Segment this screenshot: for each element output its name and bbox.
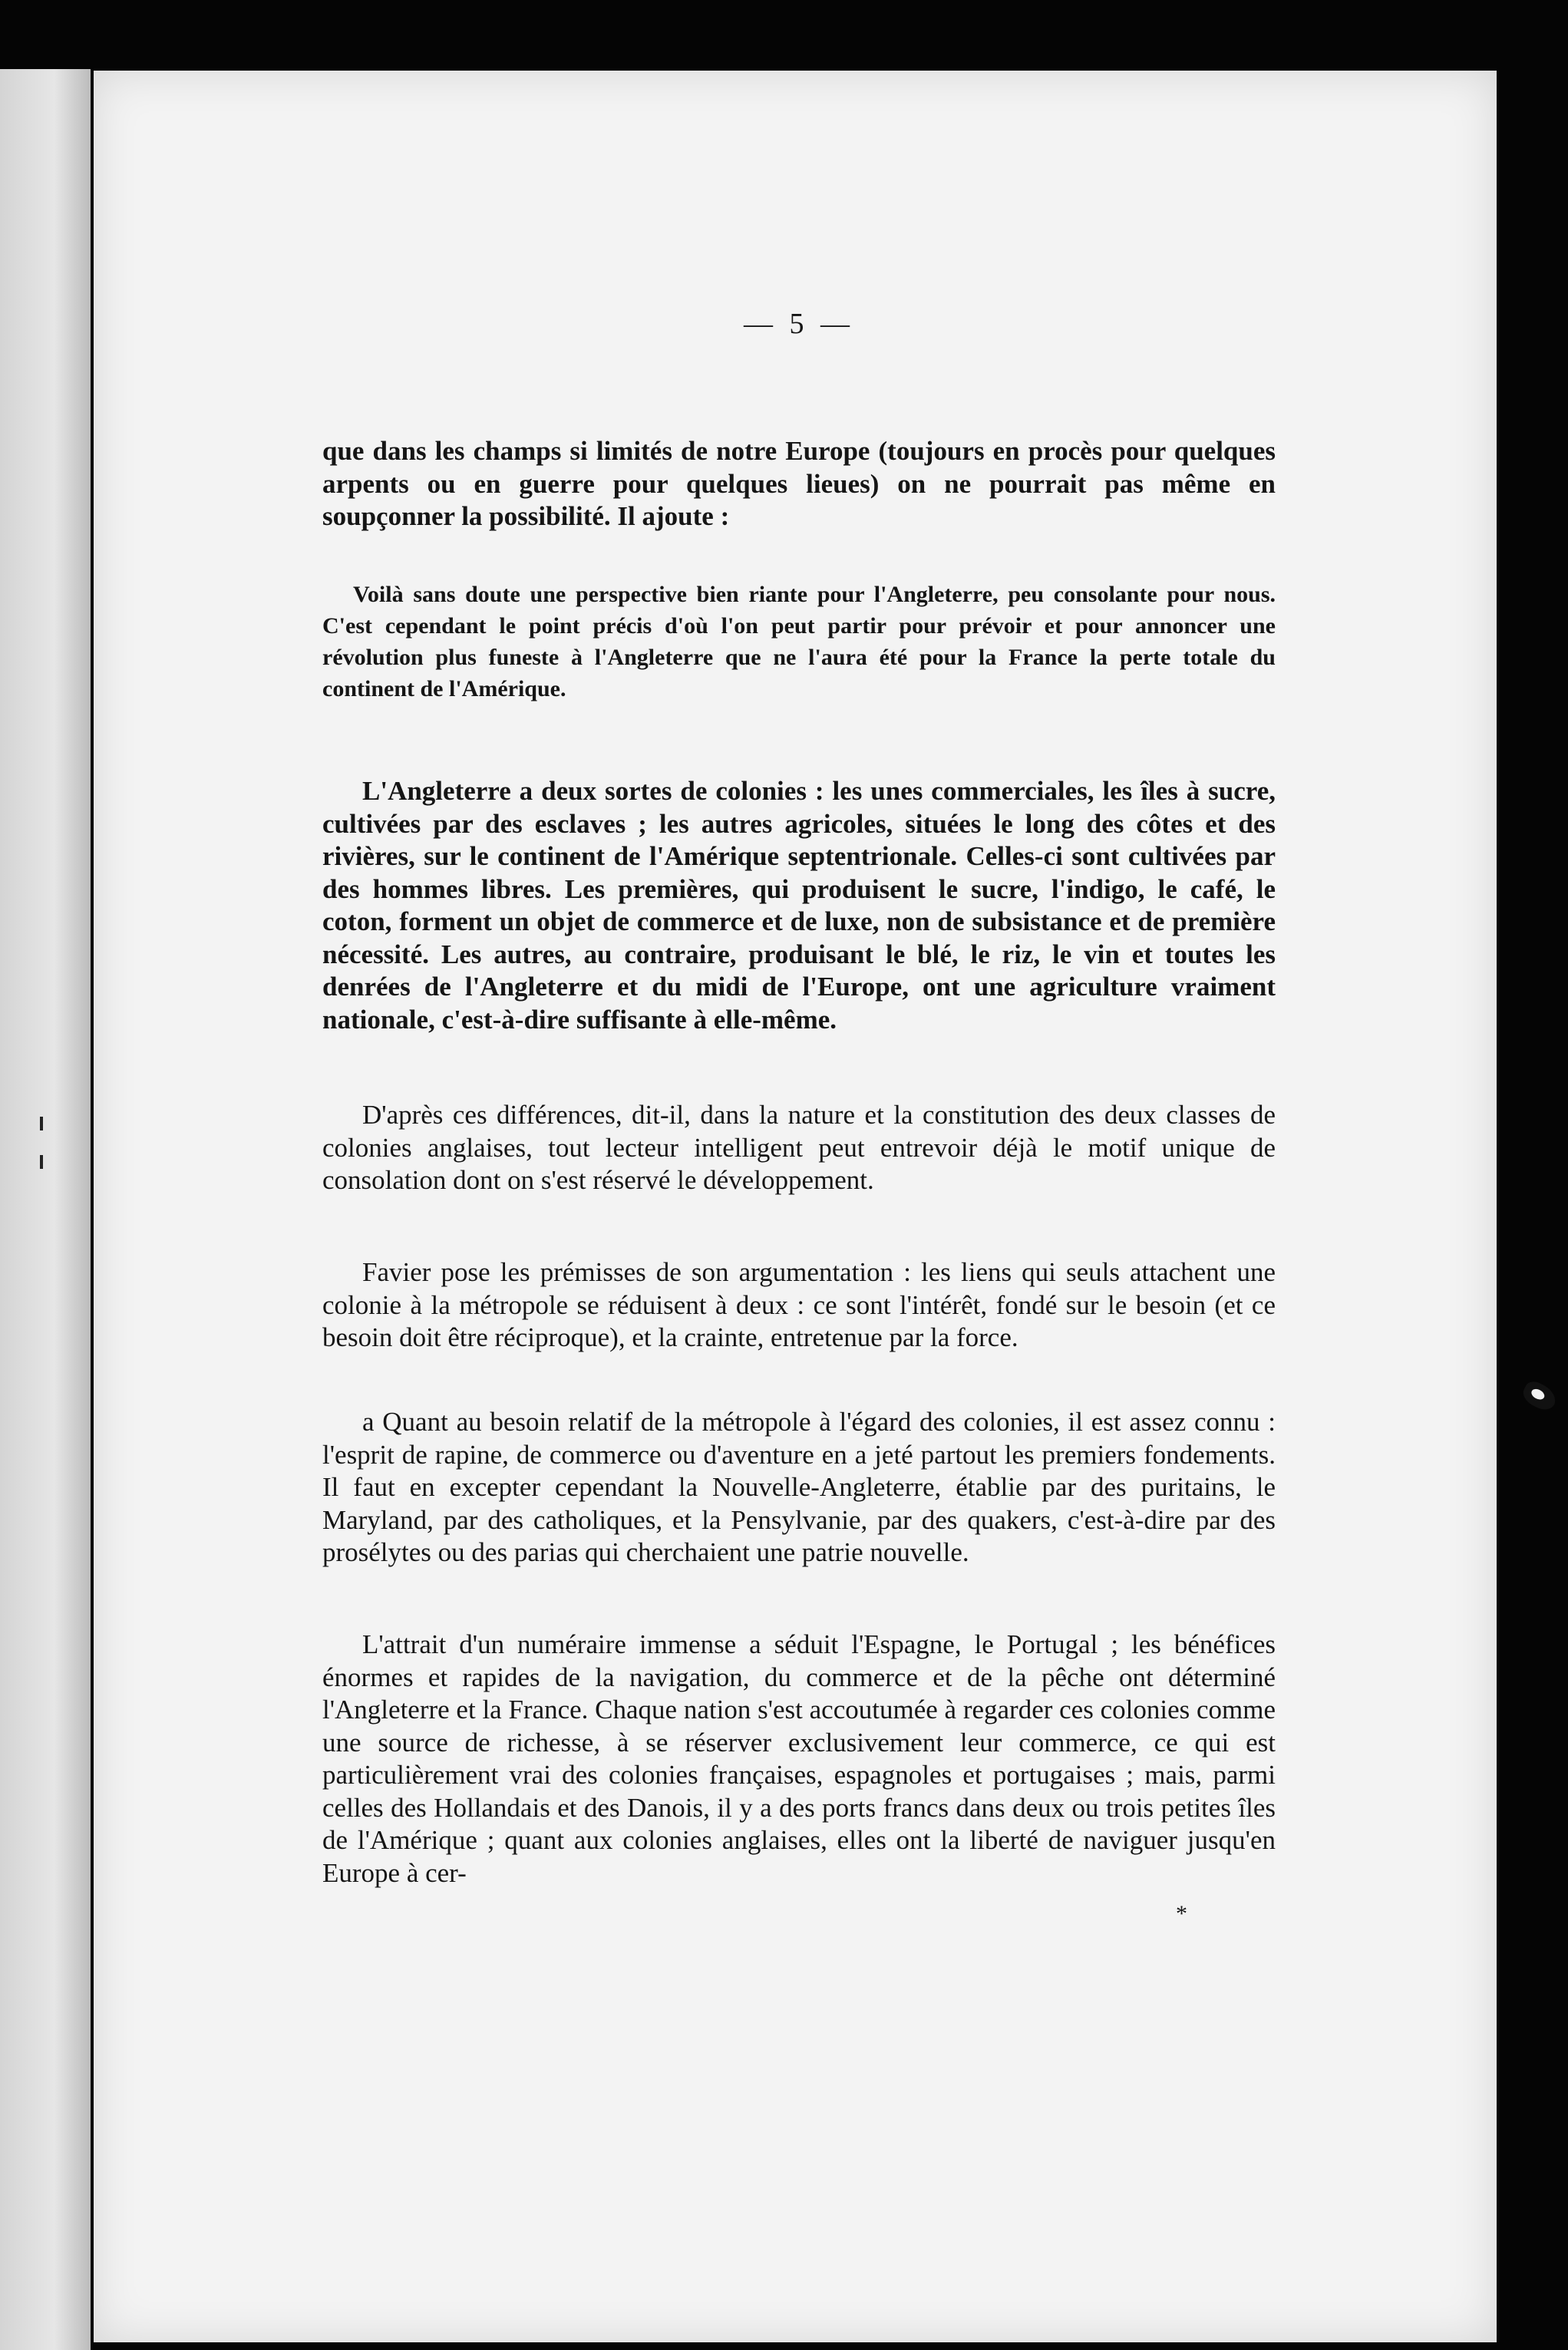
paragraph-5: Favier pose les prémisses de son argumentation : les liens qui seuls attachent une colonie à la métropole se réduisent à deux : ce sont l'intérêt, fondé sur le besoin (et ce besoin doit être réciproque), et la crainte, entretenue par la force.: [322, 1257, 1276, 1352]
paragraph-7: L'attrait d'un numéraire immense a séduit l'Espagne, le Portugal ; les bénéfices énormes et rapides de la navigation, du commerce et de la pêche ont déterminé l'Angleterre et la France. Chaque nation s'est accoutumée à regarder ces colonies comme une source de richesse, à se réserver exclusivement leur commerce, ce qui est particulièrement vrai des colonies françaises, espagnoles et portugaises ; mais, parmi celles des Hollandais et des Danois, il y a des ports francs dans deux ou trois petites îles de l'Amérique ; quant aux colonies anglaises, elles ont la liberté de naviguer jusqu'en Europe à cer-: [322, 1629, 1276, 1888]
quote-paragraph: Voilà sans doute une perspective bien riante pour l'Angleterre, peu consolante pour nous. C'est cependant le point précis d'où l'on peut partir pour prévoir et pour annoncer une révolution plus funeste à l'Angleterre que ne l'aura été pour la France la perte totale du continent de l'Amérique.: [322, 582, 1276, 701]
paragraph-1: que dans les champs si limités de notre Europe (toujours en procès pour quelques arpents ou en guerre pour quelques lieues) on ne pourrait pas même en soupçonner la possibilité. Il ajoute :: [322, 436, 1276, 531]
page-number: — 5 —: [744, 308, 854, 340]
margin-mark-2: [40, 1155, 43, 1169]
paragraph-3: L'Angleterre a deux sortes de colonies : les unes commerciales, les îles à sucre, cultivées par des esclaves ; les autres agricoles, situées le long des côtes et des rivières, sur le continent de l'Amérique septentrionale. Celles-ci sont cultivées par des hommes libres. Les premières, qui produisent le sucre, l'indigo, le café, le coton, forment un objet de commerce et de luxe, non de subsistance et de première nécessité. Les autres, au contraire, produisant le blé, le riz, le vin et toutes les denrées de l'Angleterre et du midi de l'Europe, ont une agriculture vraiment nationale, c'est-à-dire suffisante à elle-même.: [322, 776, 1276, 1035]
margin-mark-1: [40, 1117, 43, 1130]
scan-left-edge: [0, 69, 91, 2350]
book-page: [94, 71, 1497, 2342]
paragraph-4: D'après ces différences, dit-il, dans la nature et la constitution des deux classes de colonies anglaises, tout lecteur intelligent peut entrevoir déjà le motif unique de consolation dont on s'est réservé le développement.: [322, 1100, 1276, 1195]
margin-ink-blot: [1520, 1378, 1560, 1414]
signature-mark: *: [1176, 1901, 1187, 1926]
paragraph-6: a Quant au besoin relatif de la métropole à l'égard des colonies, il est assez connu : l'esprit de rapine, de commerce ou d'aventure en a jeté partout les premiers fondements. Il faut en excepter cependant la Nouvelle-Angleterre, établie par des puritains, le Maryland, par des catholiques, et la Pensylvanie, par des quakers, c'est-à-dire par des prosélytes ou des parias qui cherchaient une patrie nouvelle.: [322, 1407, 1276, 1567]
